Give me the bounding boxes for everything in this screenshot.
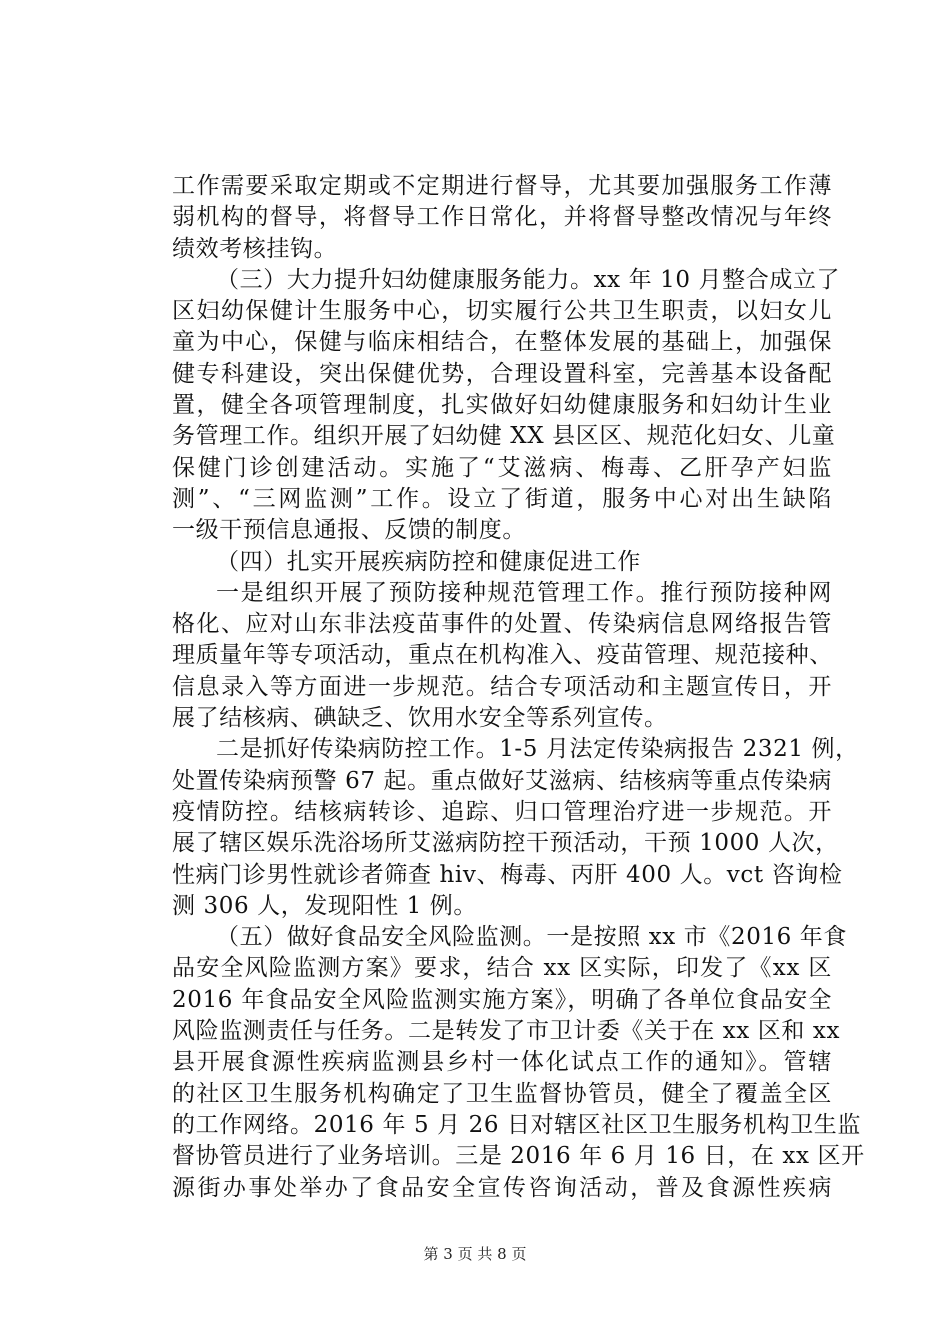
text-line: 风险监测责任与任务。二是转发了市卫计委《关于在 xx 区和 xx (172, 1018, 841, 1045)
text-line: 理质量年等专项活动，重点在机构准入、疫苗管理、规范接种、 (172, 642, 833, 669)
text-line: 的社区卫生服务机构确定了卫生监督协管员，健全了覆盖全区 (172, 1080, 832, 1107)
text-line: 务管理工作。组织开展了妇幼健 XX 县区区、规范化妇女、儿童 (172, 423, 836, 450)
text-line: 保健门诊创建活动。实施了“艾滋病、梅毒、乙肝孕产妇监 (172, 454, 832, 481)
section-heading-4: （四）扎实开展疾病防控和健康促进工作 (216, 548, 641, 575)
text-line: 童为中心，保健与临床相结合，在整体发展的基础上，加强保 (172, 329, 832, 356)
section-heading-5: （五）做好食品安全风险监测。一是按照 xx 市《2016 年食 (216, 924, 848, 951)
text-line: 县开展食源性疾病监测县乡村一体化试点工作的通知》。管辖 (172, 1049, 832, 1076)
text-line: 区妇幼保健计生服务中心，切实履行公共卫生职责，以妇女儿 (172, 298, 832, 325)
text-line: 信息录入等方面进一步规范。结合专项活动和主题宣传日，开 (172, 673, 832, 700)
text-line: 工作需要采取定期或不定期进行督导，尤其要加强服务工作薄 (172, 173, 832, 199)
text-line: 测”、“三网监测”工作。设立了街道，服务中心对出生缺陷 (172, 485, 832, 512)
document-body (172, 171, 865, 1204)
text-line: 弱机构的督导，将督导工作日常化，并将督导整改情况与年终 (172, 204, 832, 231)
text-line: 展了结核病、碘缺乏、饮用水安全等系列宣传。 (172, 705, 668, 732)
text-line: 处置传染病预警 67 起。重点做好艾滋病、结核病等重点传染病 (172, 767, 832, 794)
text-line: 格化、应对山东非法疫苗事件的处置、传染病信息网络报告管 (172, 611, 832, 638)
text-line: 2016 年食品安全风险监测实施方案》，明确了各单位食品安全 (172, 986, 832, 1013)
text-line: 督协管员进行了业务培训。三是 2016 年 6 月 16 日，在 xx 区开 (172, 1143, 865, 1170)
text-line: 品安全风险监测方案》要求，结合 xx 区实际，印发了《xx 区 (172, 955, 832, 982)
text-line: 一级干预信息通报、反馈的制度。 (172, 517, 526, 544)
text-line: 绩效考核挂钩。 (172, 235, 338, 262)
text-line: 测 306 人，发现阳性 1 例。 (172, 892, 477, 919)
text-line: 一是组织开展了预防接种规范管理工作。推行预防接种网 (216, 579, 832, 606)
text-line: 二是抓好传染病防控工作。1-5 月法定传染病报告 2321 例， (216, 736, 859, 763)
text-line: 性病门诊男性就诊者筛查 hiv、梅毒、丙肝 400 人。vct 咨询检 (172, 861, 843, 888)
text-line: 置，健全各项管理制度，扎实做好妇幼健康服务和妇幼计生业 (172, 392, 832, 419)
text-line: 的工作网络。2016 年 5 月 26 日对辖区社区卫生服务机构卫生监 (172, 1111, 861, 1138)
section-heading-3: （三）大力提升妇幼健康服务能力。xx 年 10 月整合成立了 (216, 266, 841, 293)
text-line: 健专科建设，突出保健优势，合理设置科室，完善基本设备配 (172, 360, 832, 387)
text-line: 源街办事处举办了食品安全宣传咨询活动，普及食源性疾病 (172, 1174, 832, 1201)
text-line: 疫情防控。结核病转诊、追踪、归口管理治疗进一步规范。开 (172, 798, 832, 825)
page-number-footer: 第 3 页 共 8 页 (423, 1245, 527, 1263)
text-line: 展了辖区娱乐洗浴场所艾滋病防控干预活动，干预 1000 人次， (172, 830, 839, 857)
